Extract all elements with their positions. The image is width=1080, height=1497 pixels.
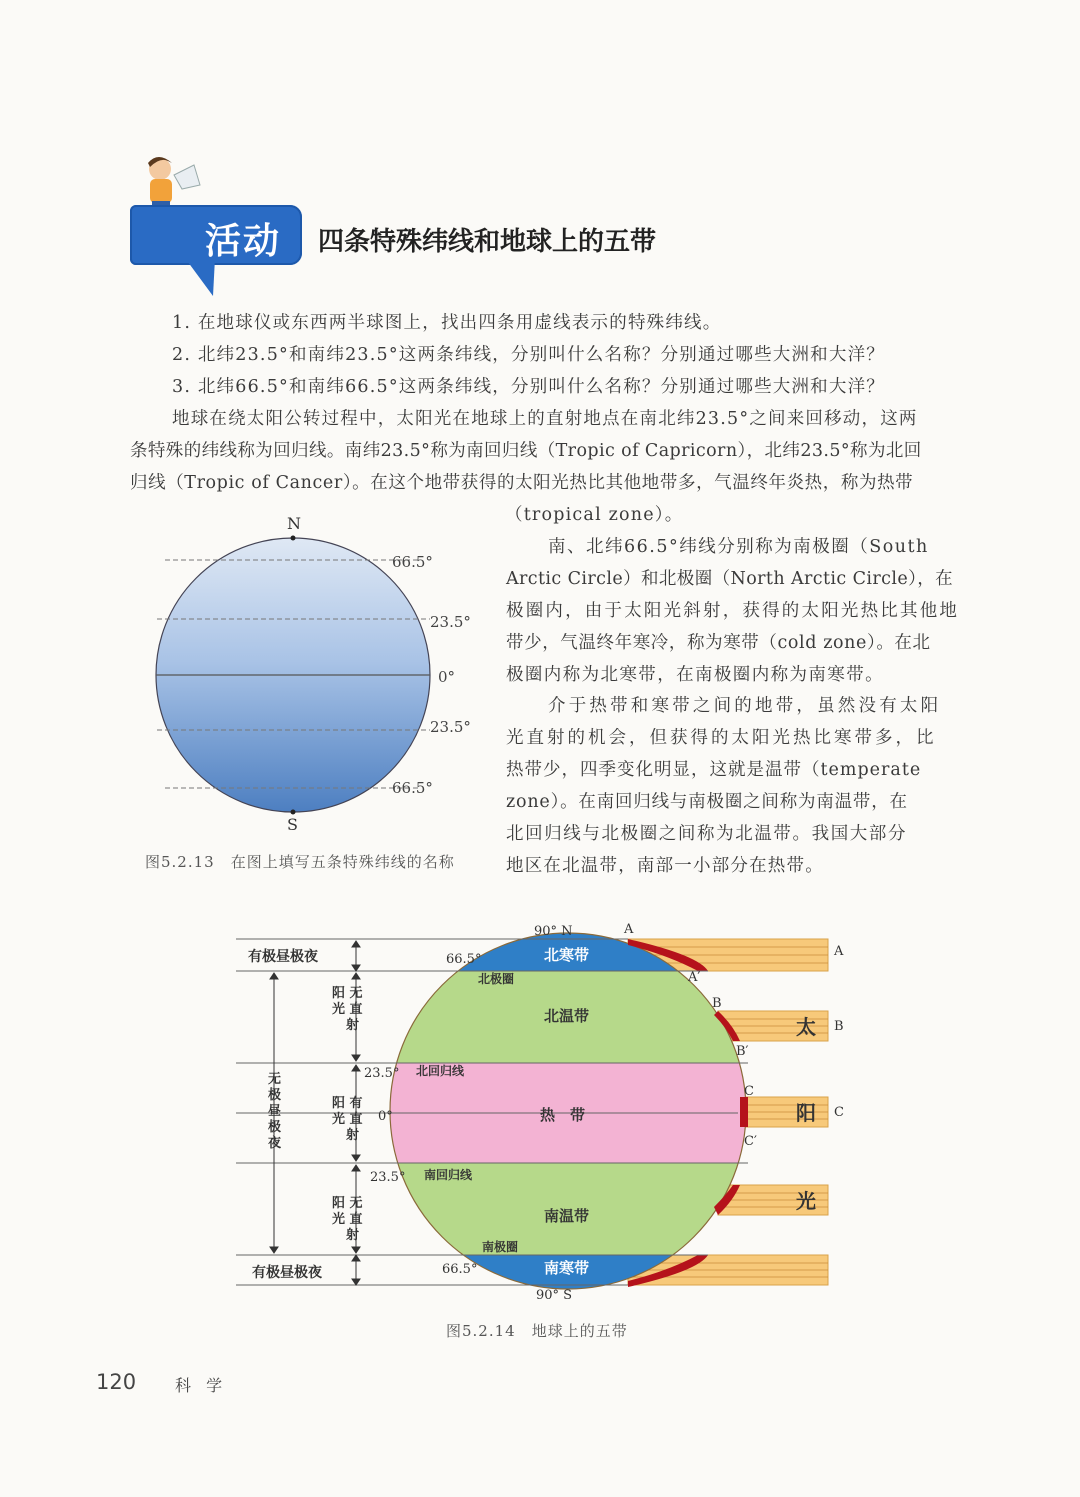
degree-label: 66.5° [392,779,433,797]
para2-line: 带少，气温终年寒冷，称为寒带（cold zone）。在北 [506,633,931,653]
subject-label: 科 学 [175,1376,228,1395]
activity-badge-label: 活动 [205,221,282,262]
degree-23s: 23.5° [370,1170,406,1185]
south-label: S [287,815,298,834]
polar-day-night-bottom: 有极昼极夜 [252,1265,322,1281]
para3-line: 地区在北温带，南部一小部分在热带。 [506,856,824,876]
figure-caption-5-2-13: 图5.2.13 在图上填写五条特殊纬线的名称 [145,853,455,871]
north-pole-dot [291,536,296,541]
tropic-of-cancer-label: 北回归线 [416,1064,465,1078]
degree-label: 0° [438,668,456,686]
south-pole-dot [291,810,296,815]
para1-line: 地球在绕太阳公转过程中，太阳光在地球上的直射地点在南北纬23.5°之间来回移动，这两 [172,409,918,429]
point-a-prime: A′ [688,970,701,985]
badge-tail-shape [185,258,225,298]
page-number: 120 [96,1370,137,1394]
para3-line: 热带少，四季变化明显，这就是温带（temperate [506,760,922,780]
degree-0: 0° [378,1109,393,1124]
no-polar-label: 无极昼极夜 [268,1072,282,1151]
figure-caption-5-2-14: 图5.2.14 地球上的五带 [446,1322,628,1340]
torrid-label: 热 带 [540,1106,586,1124]
point-b: B [712,996,722,1011]
point-c-prime: C′ [744,1134,757,1149]
antarctic-circle-label: 南极圈 [482,1240,519,1254]
para2-line: 极圈内，由于太阳光斜射，获得的太阳光热比其他地 [506,601,960,621]
para2-line: 南、北纬66.5°纬线分别称为南极圈（South [548,537,929,557]
question-3: 3. 北纬66.5°和南纬66.5°这两条纬线，分别叫什么名称？分别通过哪些大洲和大洋？ [172,377,885,397]
polar-day-night-top: 有极昼极夜 [248,949,318,965]
para3-line: 北回归线与北极圈之间称为北温带。我国大部分 [506,824,908,844]
sun-char: 光 [796,1189,816,1213]
para3-line: zone）。在南回归线与南极圈之间称为南温带，在 [506,792,908,812]
south-temperate-label: 南温带 [544,1207,590,1225]
activity-title: 四条特殊纬线和地球上的五带 [318,227,657,257]
arctic-circle-label: 北极圈 [478,972,515,986]
no-direct-sun-label-north: 阳 无光 直射 [332,986,363,1033]
beam-label-a: A [834,944,844,959]
south-pole-label: 90° S [536,1288,573,1303]
para1-line: 条特殊的纬线称为回归线。南纬23.5°称为南回归线（Tropic of Capricorn），北纬23.5°称为北回 [130,441,922,461]
para3-line: 光直射的机会，但获得的太阳光热比寒带多，比 [506,728,937,748]
north-temperate-label: 北温带 [544,1007,590,1025]
point-a: A [624,922,634,937]
north-pole-label: 90° N [534,924,573,939]
north-label: N [287,514,301,533]
beam-label-c: C [834,1105,844,1120]
direct-sun-label: 阳 有光 直射 [332,1096,363,1143]
degree-66n: 66.5° [446,952,482,967]
point-b-prime: B′ [736,1044,749,1059]
heat-edge [740,1097,748,1127]
sun-char: 太 [796,1015,816,1039]
degree-label: 23.5° [430,718,471,736]
question-1: 1. 在地球仪或东西两半球图上，找出四条用虚线表示的特殊纬线。 [172,313,722,333]
tropic-of-capricorn-label: 南回归线 [424,1168,473,1182]
point-c: C [744,1084,754,1099]
degree-23n: 23.5° [364,1066,400,1081]
sun-char: 阳 [796,1101,816,1125]
para2-line: Arctic Circle）和北极圈（North Arctic Circle），在 [506,569,954,589]
degree-label: 66.5° [392,553,433,571]
north-frigid-label: 北寒带 [544,946,590,964]
south-frigid-label: 南寒带 [544,1259,590,1277]
para2-line: 极圈内称为北寒带，在南极圈内称为南寒带。 [506,665,884,685]
degree-66s: 66.5° [442,1262,478,1277]
no-direct-sun-label-south: 阳 无光 直射 [332,1196,363,1243]
degree-label: 23.5° [430,613,471,631]
para1-line: （tropical zone）。 [505,505,684,525]
five-zones-figure [228,915,858,1305]
globe-latitude-figure [140,505,480,840]
beam-label-b: B [834,1019,844,1034]
para3-line: 介于热带和寒带之间的地带，虽然没有太阳 [548,696,942,716]
question-2: 2. 北纬23.5°和南纬23.5°这两条纬线，分别叫什么名称？分别通过哪些大洲和大洋？ [172,345,885,365]
para1-line: 归线（Tropic of Cancer）。在这个地带获得的太阳光热比其他地带多，气温终年炎热，称为热带 [130,473,914,493]
